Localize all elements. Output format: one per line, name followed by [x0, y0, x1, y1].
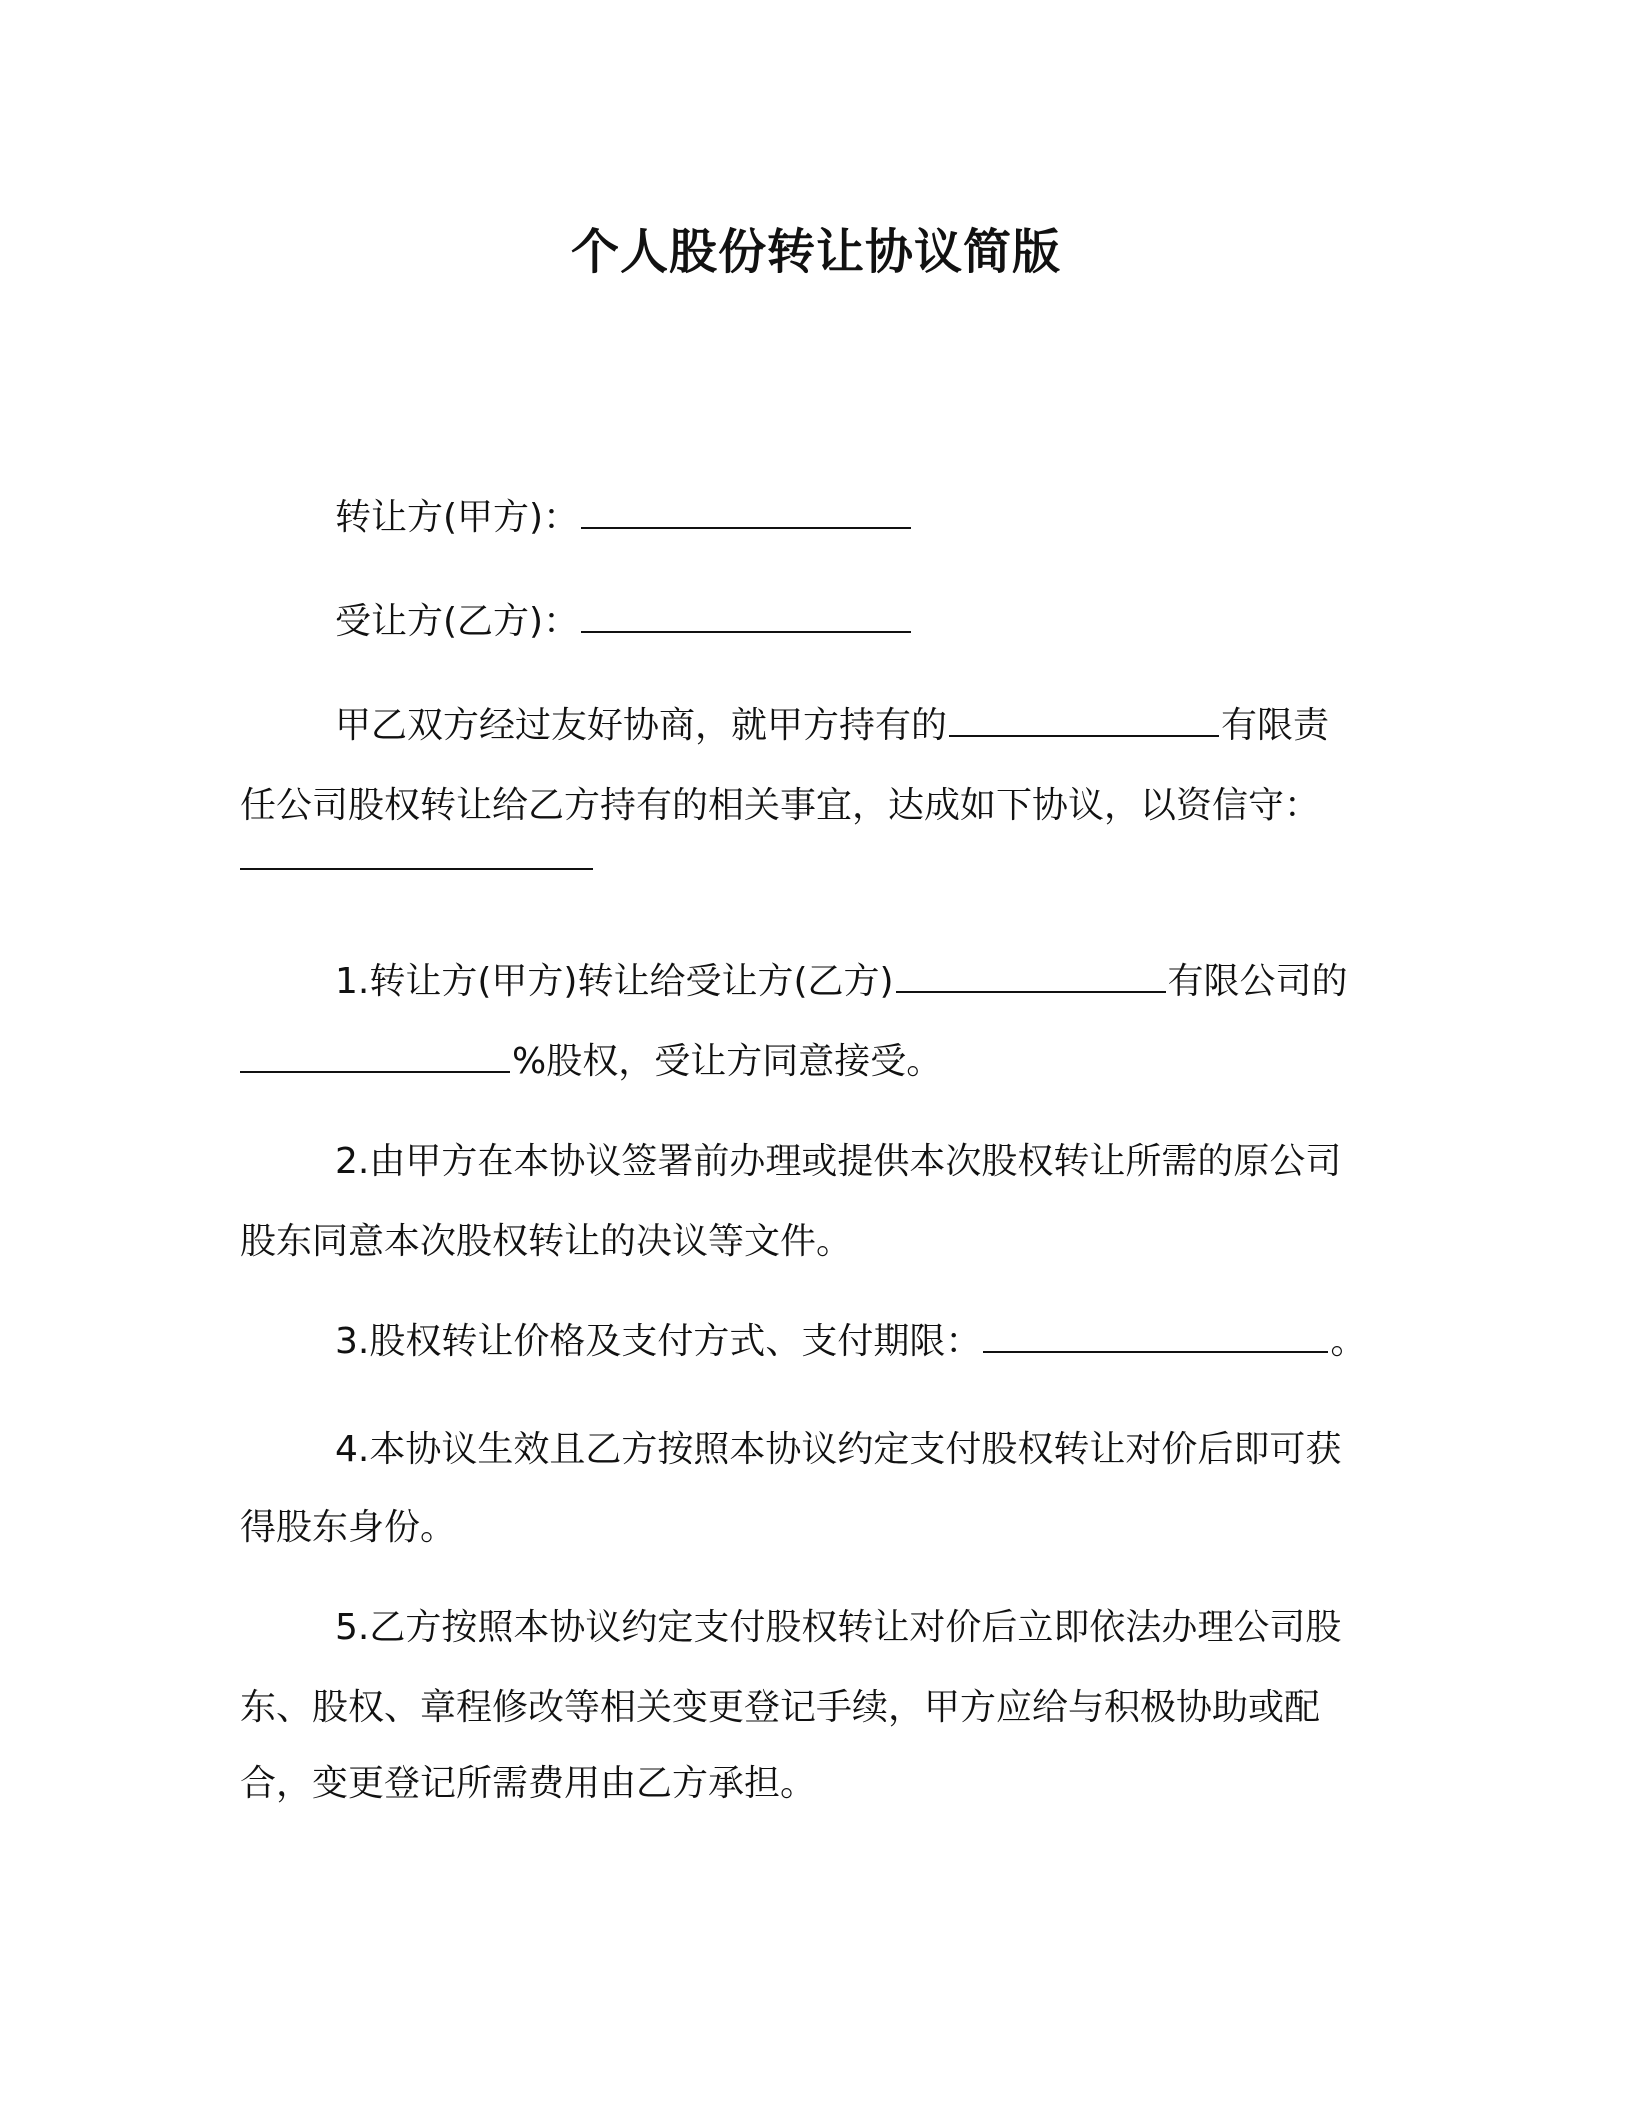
clause-2-line-1: 2.由甲方在本协议签署前办理或提供本次股权转让所需的原公司	[335, 1141, 1342, 1182]
clause-1-text-3: %股权，受让方同意接受。	[512, 1041, 943, 1082]
clause-3-text-2: 。	[1330, 1321, 1367, 1362]
clause-5-line-1: 5.乙方按照本协议约定支付股权转让对价后立即依法办理公司股	[335, 1607, 1342, 1648]
intro-line-1	[335, 704, 1475, 748]
clause-1-line-2	[240, 1040, 1380, 1084]
clause-5-line-2: 东、股权、章程修改等相关变更登记手续，甲方应给与积极协助或配	[240, 1687, 1321, 1728]
clause-5-line-3: 合，变更登记所需费用由乙方承担。	[240, 1763, 817, 1804]
transferee-line	[335, 600, 1475, 644]
clause-1-text-2: 有限公司的	[1167, 961, 1348, 1002]
payment-terms-blank	[983, 1321, 1328, 1353]
clause-4-line-1: 4.本协议生效且乙方按照本协议约定支付股权转让对价后即可获	[335, 1429, 1342, 1470]
transferor-line	[335, 496, 1475, 540]
transferee-label: 受让方(乙方)：	[335, 601, 580, 642]
transferor-label: 转让方(甲方)：	[335, 497, 580, 538]
intro-line-2: 任公司股权转让给乙方持有的相关事宜，达成如下协议，以资信守：	[240, 785, 1321, 826]
clause-4-line-2: 得股东身份。	[240, 1507, 457, 1548]
intro-trailing-blank	[240, 868, 593, 870]
clause-1-line-1	[335, 960, 1475, 1004]
intro-text-1: 甲乙双方经过友好协商，就甲方持有的	[335, 705, 948, 746]
clause-2-line-2: 股东同意本次股权转让的决议等文件。	[240, 1221, 853, 1262]
company-blank-clause-1	[896, 961, 1166, 993]
clause-1-text-1: 1.转让方(甲方)转让给受让方(乙方)	[335, 961, 894, 1002]
document-title: 个人股份转让协议简版	[570, 224, 1061, 280]
transferee-blank	[581, 601, 911, 633]
clause-3-line-1	[335, 1320, 1475, 1364]
intro-text-2: 有限责	[1221, 705, 1330, 746]
transferor-blank	[581, 497, 911, 529]
clause-3-text-1: 3.股权转让价格及支付方式、支付期限：	[335, 1321, 982, 1362]
company-blank-intro	[949, 705, 1219, 737]
percentage-blank	[240, 1041, 510, 1073]
